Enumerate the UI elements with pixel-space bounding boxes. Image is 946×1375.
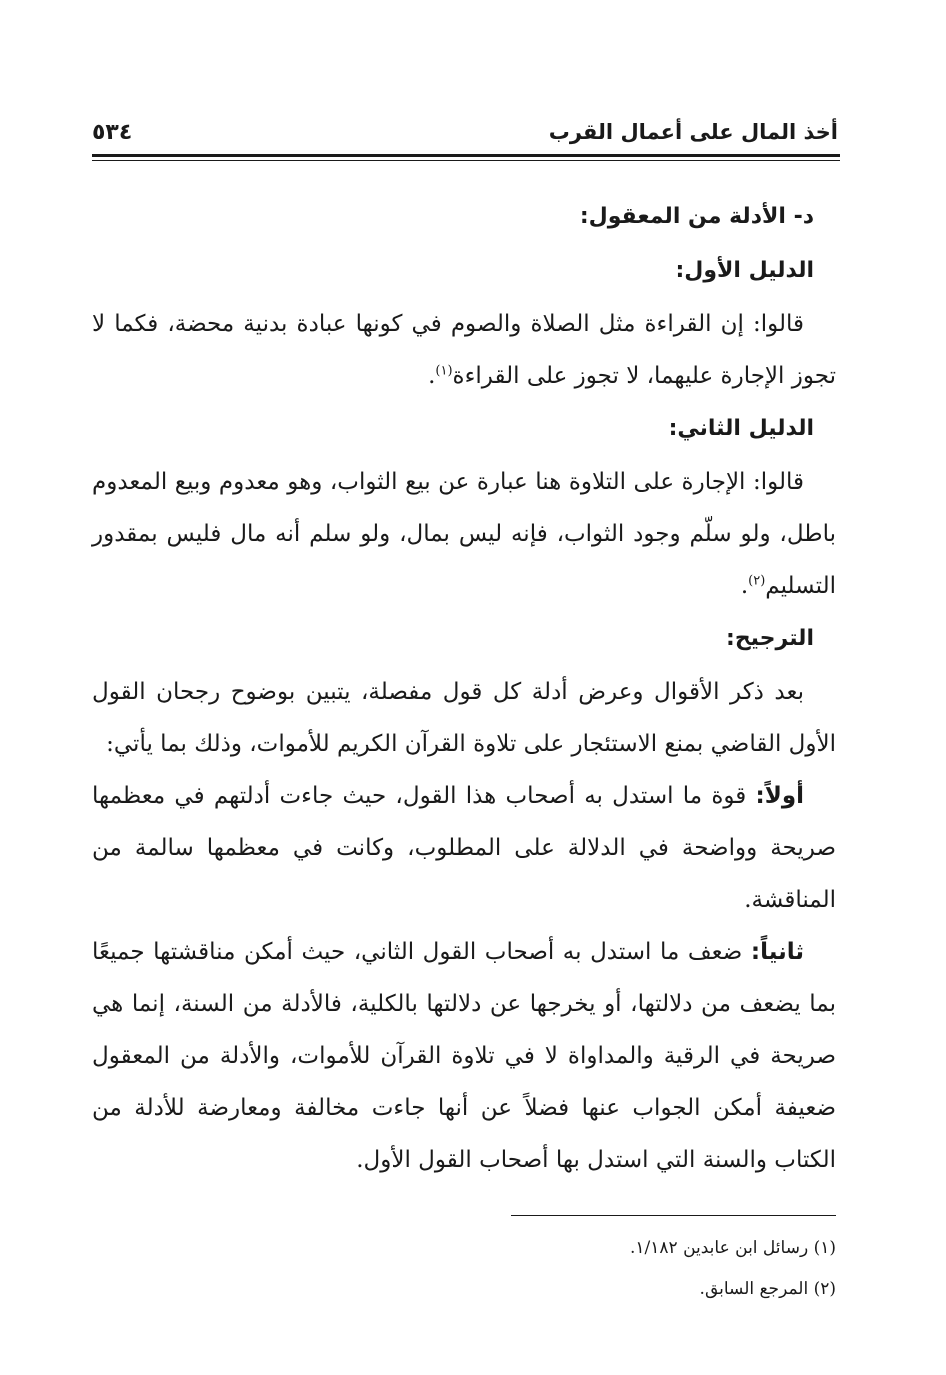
footnote-ref-2[interactable]: (٢) bbox=[748, 573, 766, 589]
section-heading: د- الأدلة من المعقول: bbox=[579, 204, 814, 229]
page-number: ٥٣٤ bbox=[92, 119, 133, 145]
first-point-label: أولاً: bbox=[755, 783, 805, 809]
second-point-label: ثانياً: bbox=[750, 939, 805, 965]
second-proof-text: قالوا: الإجارة على التلاوة هنا عبارة عن بيع الثواب، وهو معدوم وبيع المعدوم باطل، ولو سلّم وجود الثواب، فإنه ليس بمال، ولو سلم أنه مال فليس بمقدور التسليم bbox=[92, 469, 836, 599]
first-proof-end: . bbox=[428, 363, 436, 389]
preference-first-point bbox=[92, 770, 836, 926]
second-proof-end: . bbox=[740, 573, 749, 599]
first-proof-heading: الدليل الأول: bbox=[675, 258, 814, 283]
first-proof-text: قالوا: إن القراءة مثل الصلاة والصوم في كونها عبادة بدنية محضة، فكما لا تجوز الإجارة عليهما، لا تجوز على القراءة bbox=[92, 311, 836, 389]
second-point-text: ضعف ما استدل به أصحاب القول الثاني، حيث أمكن مناقشتها جميعًا بما يضعف من دلالتها، أو يخرجها عن دلالتها بالكلية، فالأدلة من السنة، إنما هي صريحة في الرقية والمداواة لا في تلاوة القرآن للأموات، والأدلة من المعقول ضعيفة أمكن الجواب عنها فضلاً عن أنها جاءت مخالفة ومعارضة للأدلة من الكتاب والسنة التي استدل بها أصحاب القول الأول. bbox=[92, 939, 836, 1173]
preference-heading: الترجيح: bbox=[726, 626, 814, 651]
first-proof-paragraph bbox=[92, 298, 836, 402]
second-proof-paragraph bbox=[92, 456, 836, 612]
preference-second-point bbox=[92, 926, 836, 1186]
header-rule bbox=[92, 154, 840, 157]
header-rule-thin bbox=[92, 160, 840, 161]
preference-intro: بعد ذكر الأقوال وعرض أدلة كل قول مفصلة، يتبين بوضوح رجحان القول الأول القاضي بمنع الاستئجار على تلاوة القرآن الكريم للأموات، وذلك بما يأتي: bbox=[92, 679, 836, 757]
header-title: أخذ المال على أعمال القرب bbox=[548, 120, 838, 144]
footnotes bbox=[300, 1228, 836, 1310]
footnote-separator bbox=[511, 1215, 836, 1216]
main-text bbox=[92, 190, 836, 1186]
footnote-ref-1[interactable]: (١) bbox=[435, 363, 453, 379]
footnote-2: (٢) المرجع السابق. bbox=[699, 1279, 836, 1299]
footnote-1: (١) رسائل ابن عابدين ١/١٨٢. bbox=[630, 1238, 836, 1258]
second-proof-heading: الدليل الثاني: bbox=[668, 416, 814, 441]
running-header bbox=[92, 112, 838, 152]
first-point-text: قوة ما استدل به أصحاب هذا القول، حيث جاءت أدلتهم في معظمها صريحة وواضحة في الدلالة على المطلوب، وكانت في معظمها سالمة من المناقشة. bbox=[92, 783, 836, 913]
